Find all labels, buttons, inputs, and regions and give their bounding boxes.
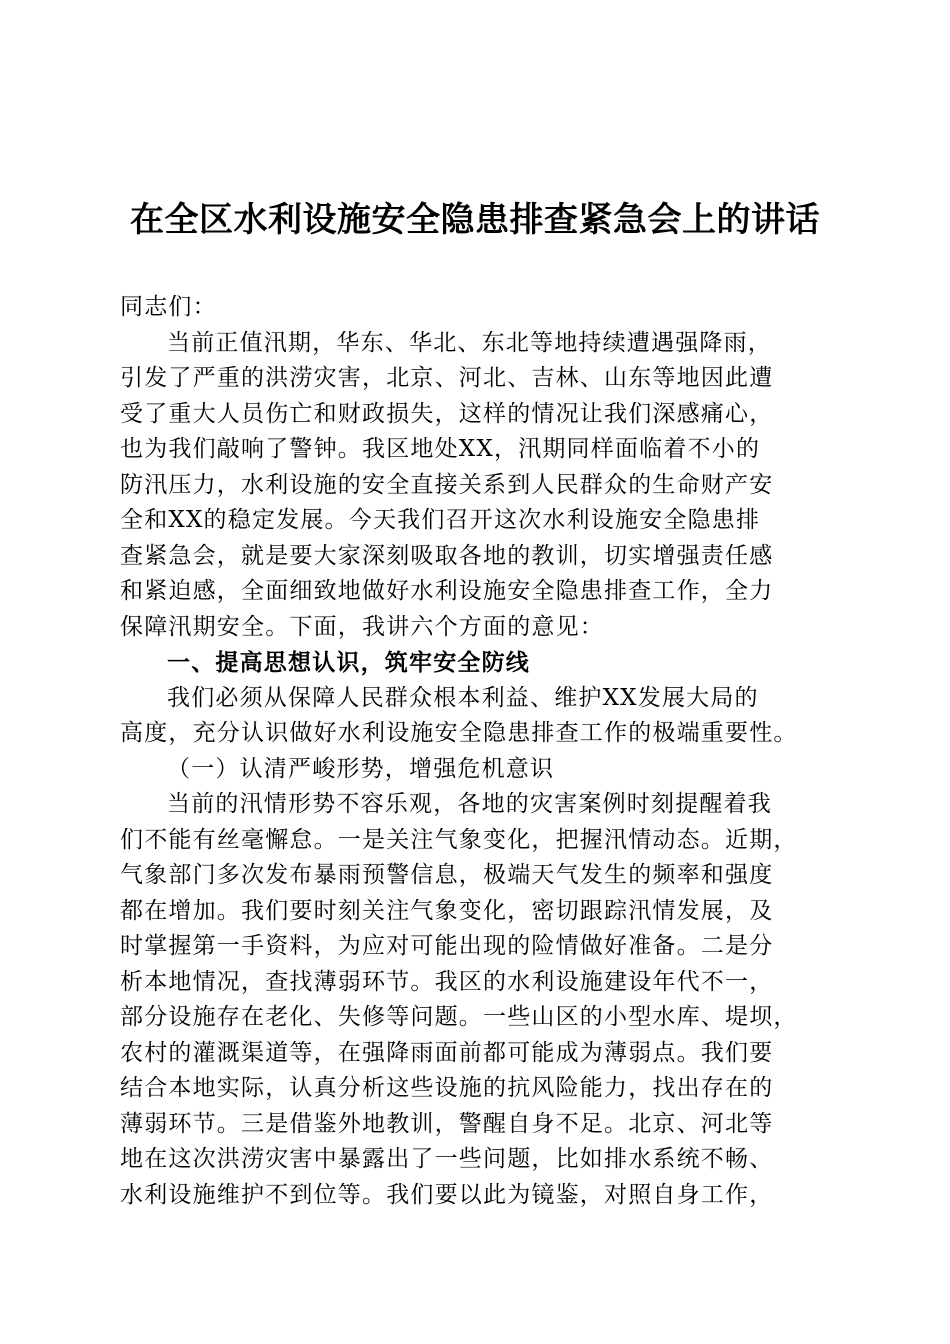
salutation: 同志们：	[120, 294, 217, 320]
page-title: 在全区水利设施安全隐患排查紧急会上的讲话	[130, 200, 820, 240]
body-text-line: 受了重大人员伤亡和财政损失，这样的情况让我们深感痛心，	[120, 400, 774, 427]
body-text-line: 气象部门多次发布暴雨预警信息，极端天气发生的频率和强度	[120, 862, 774, 888]
body-text-line: 地在这次洪涝灾害中暴露出了一些问题，比如排水系统不畅、	[120, 1146, 774, 1172]
body-text-line: 防汛压力，水利设施的安全直接关系到人民群众的生命财产安	[120, 471, 774, 498]
body-text-line: 当前正值汛期，华东、华北、东北等地持续遭遇强降雨，	[167, 329, 772, 356]
body-text-line: 保障汛期安全。下面，我讲六个方面的意见：	[120, 613, 604, 640]
body-text-line: 部分设施存在老化、失修等问题。一些山区的小型水库、堤坝，	[120, 1004, 798, 1030]
body-text-line: 水利设施维护不到位等。我们要以此为镜鉴，对照自身工作，	[120, 1181, 774, 1208]
body-text-line: 我们必须从保障人民群众根本利益、维护XX发展大局的	[167, 684, 759, 711]
body-text-line: 农村的灌溉渠道等，在强降雨面前都可能成为薄弱点。我们要	[120, 1039, 774, 1066]
body-text-line: 时掌握第一手资料，为应对可能出现的险情做好准备。二是分	[120, 933, 774, 959]
body-text-line: 引发了严重的洪涝灾害，北京、河北、吉林、山东等地因此遭	[120, 365, 774, 391]
section-heading: 一、提高思想认识，筑牢安全防线	[167, 649, 530, 676]
body-text-line: 都在增加。我们要时刻关注气象变化，密切跟踪汛情发展，及	[120, 897, 774, 924]
body-text-line: 也为我们敲响了警钟。我区地处XX，汛期同样面临着不小的	[120, 436, 761, 462]
body-text-line: 薄弱环节。三是借鉴外地教训，警醒自身不足。北京、河北等	[120, 1110, 774, 1137]
body-text-line: 们不能有丝毫懈怠。一是关注气象变化，把握汛情动态。近期，	[120, 826, 798, 853]
body-text-line: （一）认清严峻形势，增强危机意识	[167, 755, 555, 782]
body-text-line: 查紧急会，就是要大家深刻吸取各地的教训，切实增强责任感	[120, 542, 774, 569]
body-text-line: 当前的汛情形势不容乐观，各地的灾害案例时刻提醒着我	[167, 791, 772, 817]
body-text-line: 全和XX的稳定发展。今天我们召开这次水利设施安全隐患排	[120, 507, 761, 533]
document-body	[120, 290, 825, 1213]
body-text-line: 结合本地实际，认真分析这些设施的抗风险能力，找出存在的	[120, 1075, 774, 1101]
body-text-line: 和紧迫感，全面细致地做好水利设施安全隐患排查工作，全力	[120, 578, 774, 604]
body-text-line: 高度，充分认识做好水利设施安全隐患排查工作的极端重要性。	[120, 720, 798, 746]
body-text-line: 析本地情况，查找薄弱环节。我区的水利设施建设年代不一，	[120, 968, 774, 995]
